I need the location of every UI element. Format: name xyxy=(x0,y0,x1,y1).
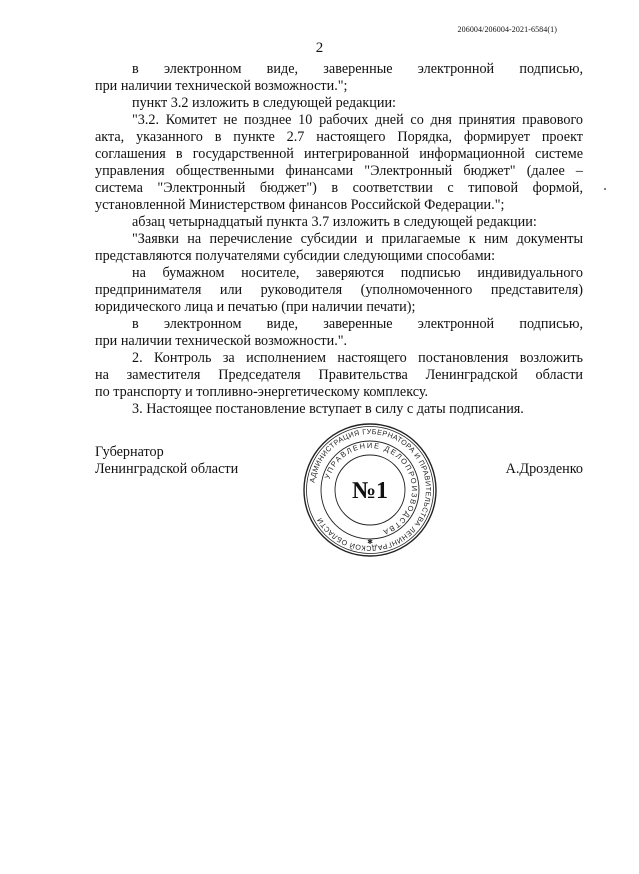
scan-speck xyxy=(604,188,606,190)
signatory-title-line2: Ленинградской области xyxy=(95,461,239,477)
body-line: представляются получателями субсидии следующими способами: xyxy=(95,248,496,264)
signatory-name: А.Дрозденко xyxy=(505,461,583,477)
body-line: 2. Контроль за исполнением настоящего постановления возложить xyxy=(132,350,583,366)
seal-star-icon: ✱ xyxy=(367,538,373,546)
document-body xyxy=(95,61,583,418)
seal-number: №1 xyxy=(351,478,389,504)
body-line: управления общественными финансами "Электронный бюджет" (далее – xyxy=(95,163,583,179)
body-line: соглашения в государственной интегрированной информационной системе xyxy=(95,146,583,162)
document-id: 206004/206004-2021-6584(1) xyxy=(457,25,557,34)
body-line: в электронном виде, заверенные электронной подписью, xyxy=(132,316,583,332)
page-number: 2 xyxy=(315,40,324,56)
body-line: по транспорту и топливно-энергетическому комплексу. xyxy=(95,384,429,400)
body-line: на заместителя Председателя Правительства Ленинградской области xyxy=(95,367,583,383)
body-line: "Заявки на перечисление субсидии и прилагаемые к ним документы xyxy=(132,231,583,247)
body-line: предпринимателя или руководителя (уполномоченного представителя) xyxy=(95,282,583,298)
body-line: абзац четырнадцатый пункта 3.7 изложить в следующей редакции: xyxy=(132,214,537,230)
seal-inner-text: УПРАВЛЕНИЕ ДЕЛОПРОИЗВОДСТВА xyxy=(322,440,420,538)
body-line: юридического лица и печатью (при наличии печати); xyxy=(95,299,416,315)
body-line: акта, указанного в пункте 2.7 настоящего Порядка, формирует проект xyxy=(95,129,583,145)
official-seal xyxy=(300,420,440,560)
body-line: "3.2. Комитет не позднее 10 рабочих дней со дня принятия правового xyxy=(132,112,583,128)
body-line: в электронном виде, заверенные электронной подписью, xyxy=(132,61,583,77)
body-line: 3. Настоящее постановление вступает в силу с даты подписания. xyxy=(132,401,524,417)
body-line: система "Электронный бюджет") в соответствии с типовой формой, xyxy=(95,180,583,196)
body-line: установленной Министерством финансов Российской Федерации."; xyxy=(95,197,505,213)
body-line: при наличии технической возможности."; xyxy=(95,78,348,94)
seal-ring-text: АДМИНИСТРАЦИЯ ГУБЕРНАТОРА И ПРАВИТЕЛЬСТВА ЛЕНИНГРАДСКОЙ ОБЛАСТИ xyxy=(307,426,434,554)
signatory-title-line1: Губернатор xyxy=(95,444,164,460)
body-line: при наличии технической возможности.". xyxy=(95,333,348,349)
body-line: пункт 3.2 изложить в следующей редакции: xyxy=(132,95,396,111)
body-line: на бумажном носителе, заверяются подписью индивидуального xyxy=(132,265,583,281)
